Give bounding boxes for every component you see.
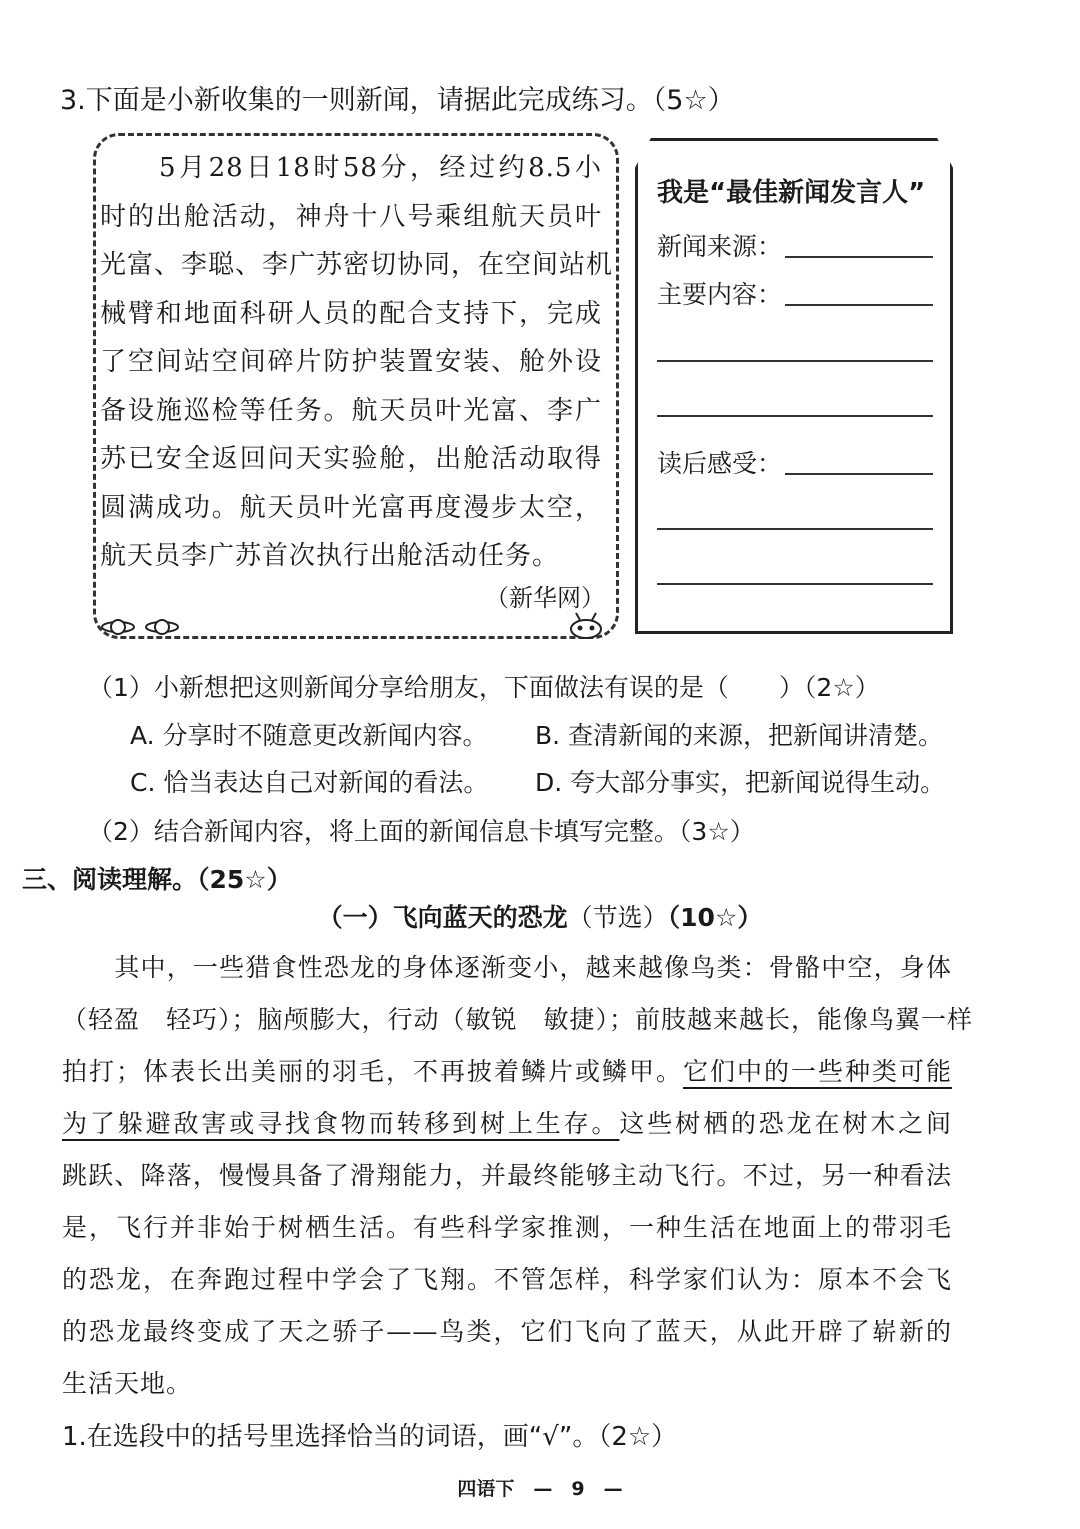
planet-icon	[100, 616, 136, 638]
news-line: 圆满成功。航天员叶光富再度漫步太空，	[100, 492, 602, 523]
passage-line: 跳跃、降落，慢慢具备了滑翔能力，并最终能够主动飞行。不过，另一种看法	[62, 1161, 952, 1190]
feeling-answer-line[interactable]	[785, 473, 933, 475]
passage-line	[62, 1098, 952, 1150]
question-3-title: 3.下面是小新收集的一则新闻，请据此完成练习。（5☆）	[60, 85, 735, 116]
main-content-answer-line[interactable]	[657, 360, 933, 362]
question-1: 1.在选段中的括号里选择恰当的词语，画“√”。（2☆）	[62, 1422, 678, 1452]
option-c[interactable]: C. 恰当表达自己对新闻的看法。	[130, 768, 489, 797]
news-line: 械臂和地面科研人员的配合支持下，完成	[100, 298, 602, 329]
planet-icon	[144, 616, 180, 638]
news-line: 了空间站空间碎片防护装置安装、舱外设	[100, 347, 602, 377]
feeling-answer-line[interactable]	[657, 583, 933, 585]
option-b[interactable]: B. 查清新闻的来源，把新闻讲清楚。	[535, 721, 944, 750]
news-line: 光富、李聪、李广苏密切协同，在空间站机	[100, 250, 614, 280]
news-source-label: 新闻来源：	[657, 232, 783, 261]
passage-line	[62, 1046, 952, 1098]
card-title: 我是“最佳新闻发言人”	[657, 178, 926, 208]
underlined-sentence: 它们中的一些种类可能	[682, 1057, 952, 1086]
passage-text: 这些树栖的恐龙在树木之间	[619, 1109, 952, 1138]
underlined-sentence: 为了躲避敌害或寻找食物而转移到树上生存。	[62, 1109, 620, 1138]
main-content-label: 主要内容：	[657, 280, 783, 309]
feeling-answer-line[interactable]	[657, 528, 933, 530]
sub-question-1: （1）小新想把这则新闻分享给朋友，下面做法有误的是（ ）（2☆）	[88, 673, 880, 702]
news-line: 5月28日18时58分，经过约8.5小	[100, 153, 602, 183]
news-line: 时的出舱活动，神舟十八号乘组航天员叶	[100, 201, 602, 232]
passage-text: 拍打；体表长出美丽的羽毛，不再披着鳞片或鳞甲。	[62, 1057, 683, 1086]
passage-line: 的恐龙，在奔跑过程中学会了飞翔。不管怎样，科学家们认为：原本不会飞	[62, 1265, 952, 1294]
passage-line: 生活天地。	[62, 1369, 193, 1398]
main-content-answer-line[interactable]	[785, 304, 933, 306]
option-a[interactable]: A. 分享时不随意更改新闻内容。	[130, 721, 488, 750]
passage-line: 是，飞行并非始于树栖生活。有些科学家推测，一种生活在地面上的带羽毛	[62, 1213, 952, 1242]
passage-line: （轻盈 轻巧）；脑颅膨大，行动（敏锐 敏捷）；前肢越来越长，能像鸟翼一样	[62, 1005, 974, 1034]
option-d[interactable]: D. 夸大部分事实，把新闻说得生动。	[535, 768, 946, 797]
main-content-answer-line[interactable]	[657, 415, 933, 417]
sub-question-2: （2）结合新闻内容，将上面的新闻信息卡填写完整。（3☆）	[88, 817, 755, 846]
news-line: 备设施巡检等任务。航天员叶光富、李广	[100, 395, 602, 426]
section-heading: 三、阅读理解。（25☆）	[22, 865, 292, 894]
passage-line: 的恐龙最终变成了天之骄子——鸟类，它们飞向了蓝天，从此开辟了崭新的	[62, 1317, 952, 1346]
alien-icon	[566, 610, 606, 640]
article-score: （10☆）	[667, 903, 763, 932]
article-title	[0, 898, 1080, 934]
feeling-label: 读后感受：	[657, 449, 783, 478]
page-footer: 四语下 — 9 —	[457, 1478, 623, 1500]
news-source-answer-line[interactable]	[785, 256, 933, 258]
news-source: （新华网）	[485, 584, 605, 612]
news-line: 苏已安全返回问天实验舱，出舱活动取得	[100, 444, 602, 474]
news-line: 航天员李广苏首次执行出舱活动任务。	[100, 541, 560, 571]
passage-line: 其中，一些猎食性恐龙的身体逐渐变小，越来越像鸟类：骨骼中空，身体	[62, 953, 952, 982]
article-title-text: （一）飞向蓝天的恐龙	[317, 903, 568, 932]
reading-passage	[62, 942, 974, 1410]
news-text	[100, 144, 614, 581]
news-info-card	[635, 138, 953, 634]
article-note: （节选）	[567, 903, 668, 932]
